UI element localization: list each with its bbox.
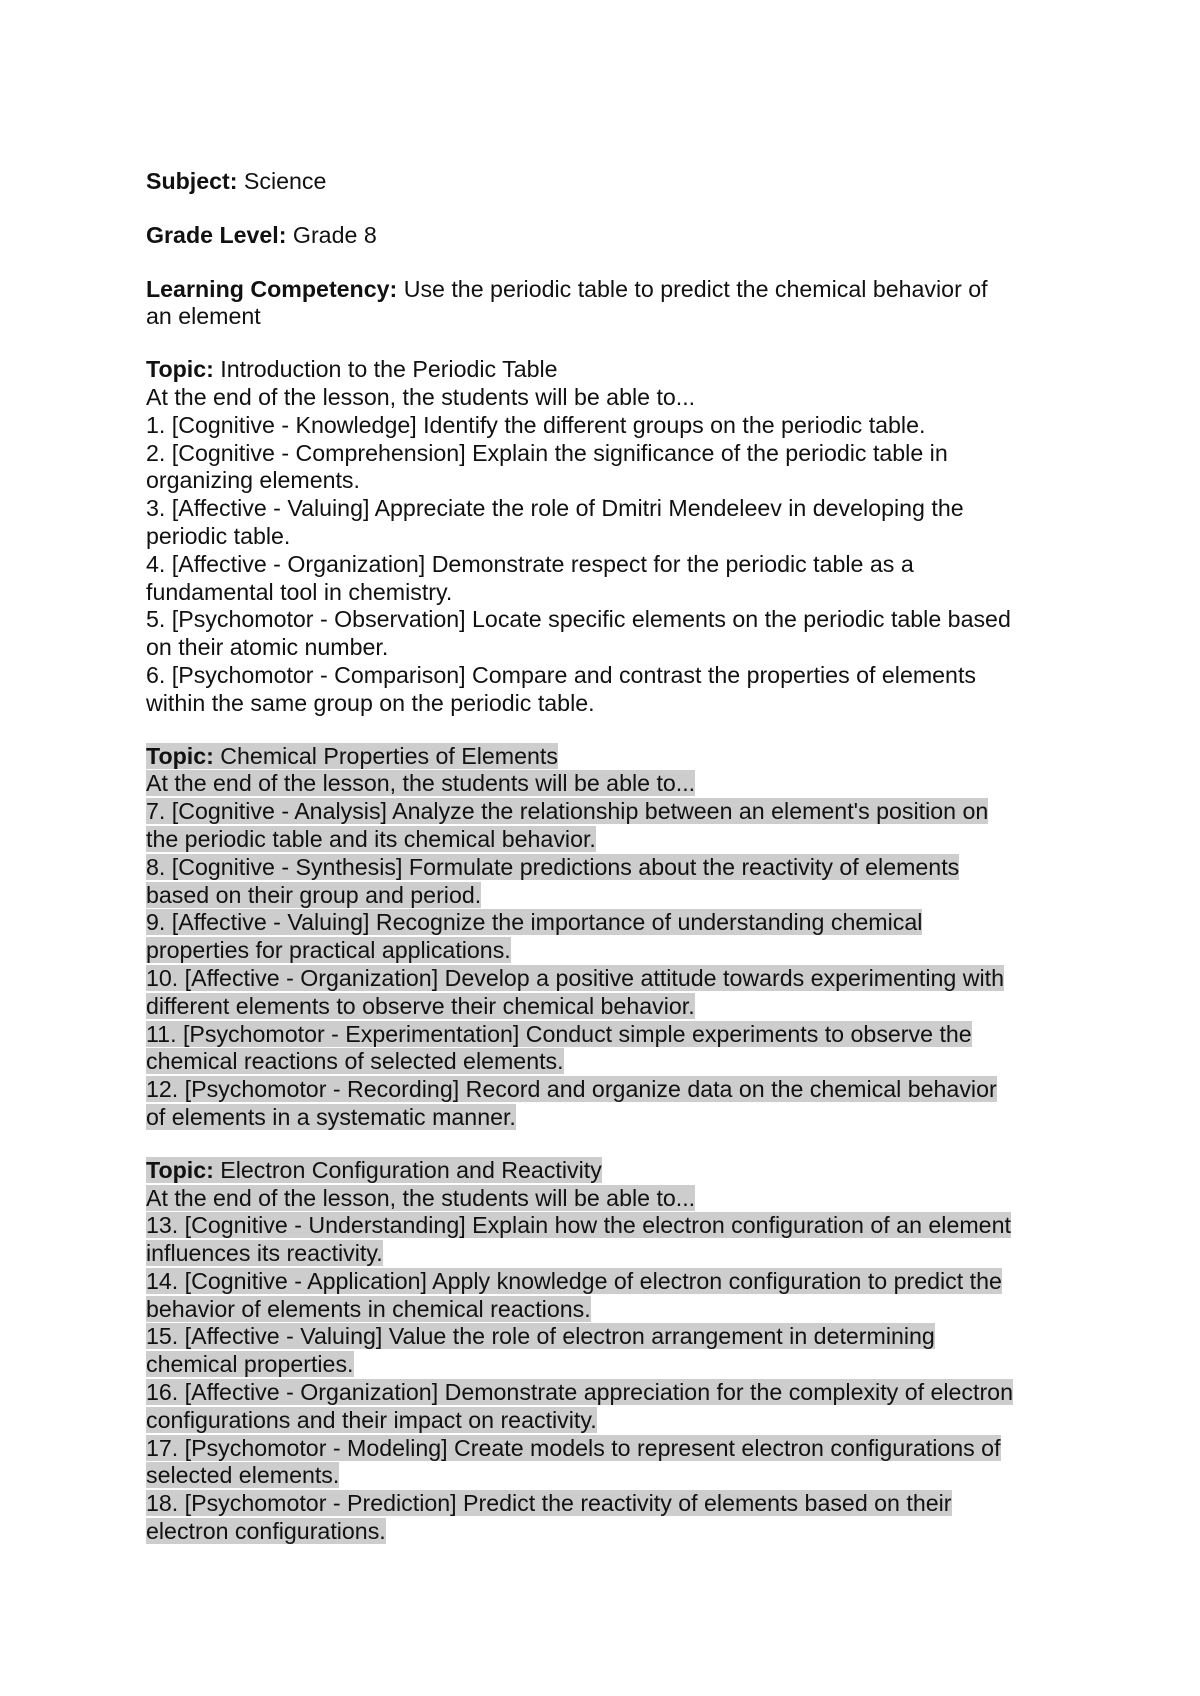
objective-line: fundamental tool in chemistry.: [146, 578, 453, 605]
objective-line: 14. [Cognitive - Application] Apply knowledge of electron configuration to predict the: [146, 1267, 1002, 1294]
document-body: [146, 168, 1086, 1546]
objective-line: 15. [Affective - Valuing] Value the role of electron arrangement in determining: [146, 1323, 935, 1350]
topic-value: Electron Configuration and Reactivity: [213, 1156, 602, 1183]
intro-line: At the end of the lesson, the students will be able to...: [146, 383, 696, 410]
objective-line: of elements in a systematic manner.: [146, 1103, 516, 1130]
objective-line: the periodic table and its chemical behavior.: [146, 825, 596, 852]
objective-line: 1. [Cognitive - Knowledge] Identify the different groups on the periodic table.: [146, 411, 926, 438]
objective-line: selected elements.: [146, 1462, 340, 1489]
objective-line: 10. [Affective - Organization] Develop a positive attitude towards experimenting with: [146, 964, 1004, 991]
objective-line: chemical properties.: [146, 1351, 354, 1378]
subject-line: [146, 168, 1086, 196]
topic-line: [146, 1157, 1086, 1185]
objective-line: configurations and their impact on reactivity.: [146, 1406, 597, 1433]
topic-label: Topic:: [146, 356, 214, 383]
intro-line: At the end of the lesson, the students will be able to...: [146, 770, 696, 797]
objective-line: 6. [Psychomotor - Comparison] Compare and contrast the properties of elements: [146, 661, 976, 688]
objective-line: organizing elements.: [146, 467, 360, 494]
competency-line-1: [146, 276, 1086, 304]
topic-line: [146, 743, 1086, 771]
objective-line: electron configurations.: [146, 1518, 386, 1545]
intro-line: At the end of the lesson, the students will be able to...: [146, 1184, 696, 1211]
objective-line: 8. [Cognitive - Synthesis] Formulate predictions about the reactivity of elements: [146, 853, 960, 880]
grade-label: Grade Level:: [146, 221, 287, 248]
objective-line: periodic table.: [146, 522, 291, 549]
objective-line: chemical reactions of selected elements.: [146, 1048, 564, 1075]
competency-line-2: [146, 303, 1086, 331]
objective-line: 13. [Cognitive - Understanding] Explain how the electron configuration of an element: [146, 1212, 1011, 1239]
topic-value: Introduction to the Periodic Table: [213, 356, 558, 383]
objective-line: based on their group and period.: [146, 881, 482, 908]
competency-value-cont: an element: [146, 303, 261, 330]
objective-line: 4. [Affective - Organization] Demonstrate respect for the periodic table as a: [146, 550, 914, 577]
objective-line: 7. [Cognitive - Analysis] Analyze the relationship between an element's position on: [146, 798, 989, 825]
topic-value: Chemical Properties of Elements: [213, 742, 558, 769]
objective-line: influences its reactivity.: [146, 1240, 383, 1267]
competency-label: Learning Competency:: [146, 275, 398, 302]
subject-label: Subject:: [146, 168, 238, 194]
topic-label: Topic:: [146, 742, 214, 769]
objective-line: 18. [Psychomotor - Prediction] Predict the reactivity of elements based on their: [146, 1490, 952, 1517]
objective-line: 2. [Cognitive - Comprehension] Explain the significance of the periodic table in: [146, 439, 948, 466]
objective-line: 12. [Psychomotor - Recording] Record and organize data on the chemical behavior: [146, 1076, 997, 1103]
objective-line: within the same group on the periodic table.: [146, 689, 595, 716]
subject-value: Science: [237, 168, 327, 194]
objective-line: 9. [Affective - Valuing] Recognize the importance of understanding chemical: [146, 909, 923, 936]
grade-value: Grade 8: [286, 221, 377, 248]
topic-label: Topic:: [146, 1156, 214, 1183]
objective-line: properties for practical applications.: [146, 937, 511, 964]
objective-line: on their atomic number.: [146, 634, 389, 661]
objective-line: 16. [Affective - Organization] Demonstrate appreciation for the complexity of electron: [146, 1379, 1013, 1406]
competency-value: Use the periodic table to predict the chemical behavior of: [397, 275, 988, 302]
objective-line: different elements to observe their chemical behavior.: [146, 992, 695, 1019]
objective-line: behavior of elements in chemical reactions.: [146, 1295, 591, 1322]
section-chemical-properties: [146, 743, 1086, 1132]
objective-line: 17. [Psychomotor - Modeling] Create models to represent electron configurations of: [146, 1434, 1001, 1461]
section-periodic-table: [146, 356, 1086, 717]
section-electron-configuration: [146, 1157, 1086, 1546]
objective-line: 5. [Psychomotor - Observation] Locate specific elements on the periodic table based: [146, 606, 1011, 633]
grade-line: [146, 222, 1086, 250]
topic-line: [146, 356, 1086, 384]
objective-line: 3. [Affective - Valuing] Appreciate the role of Dmitri Mendeleev in developing the: [146, 495, 964, 522]
objective-line: 11. [Psychomotor - Experimentation] Conduct simple experiments to observe the: [146, 1020, 972, 1047]
